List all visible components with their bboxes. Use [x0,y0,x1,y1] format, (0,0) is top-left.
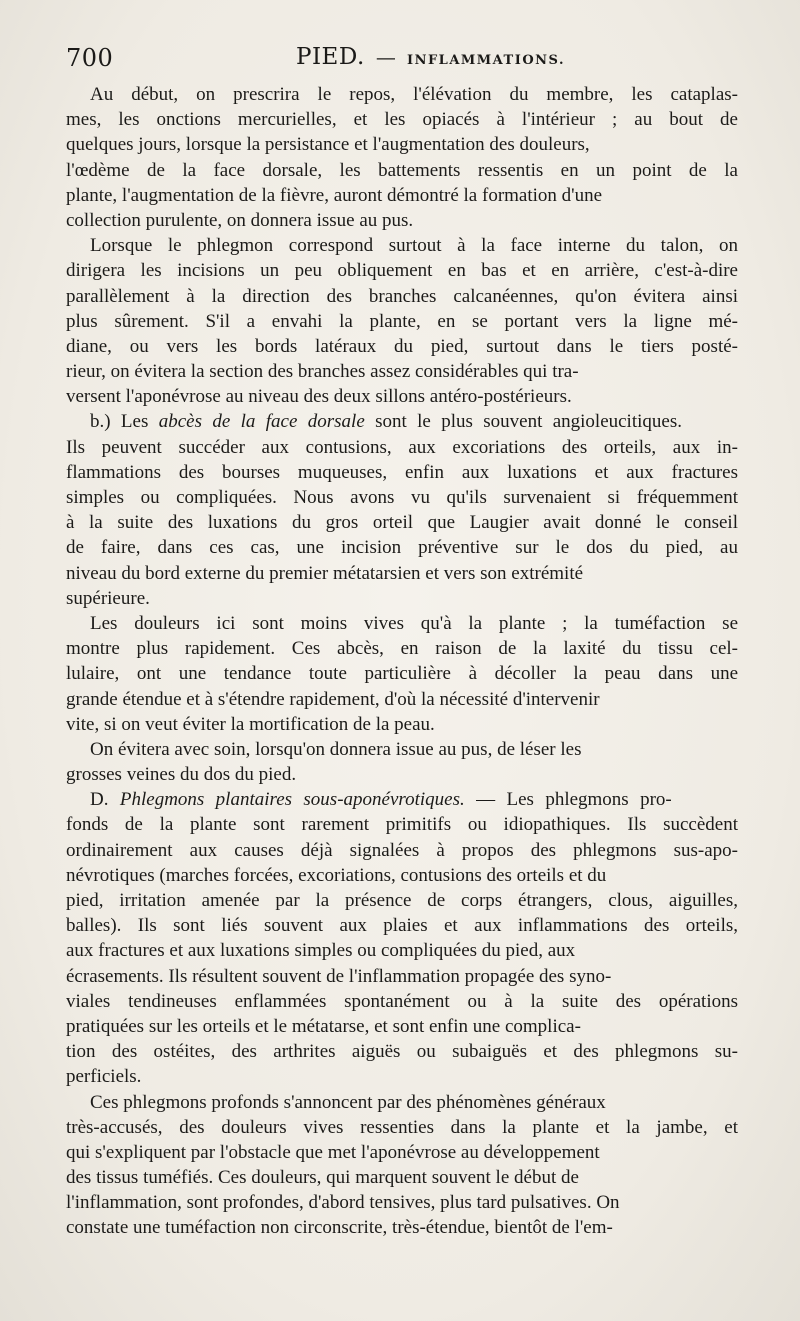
text-line: Au début, on prescrira le repos, l'élévation du membre, les cataplas- [90,84,738,105]
text-line: balles). Ils sont liés souvent aux plaies et aux inflammations des orteils, [66,915,738,937]
text-line: dirigera les incisions un peu obliquement en bas et en arrière, c'est-à-dire [66,260,738,282]
text-line: rieur, on évitera la section des branches assez considérables qui tra- [66,361,579,383]
text-line: très-accusés, des douleurs vives ressenties dans la plante et la jambe, et [66,1116,738,1138]
text-line: Lorsque le phlegmon correspond surtout à la face interne du talon, on [90,235,738,257]
running-head-title: PIED. [296,44,365,70]
text-line: des tissus tuméfiés. Ces douleurs, qui marquent souvent le début de [66,1167,579,1189]
section-b-lead: b.) Les [90,411,149,433]
page-header [66,44,734,84]
text-line: constate une tuméfaction non circonscrite, très-étendue, bientôt de l'em- [66,1217,613,1239]
section-d-lead: D. [90,789,109,811]
text-line: névrotiques (marches forcées, excoriations, contusions des orteils et du [66,864,607,886]
text-line: pied, irritation amenée par la présence de corps étrangers, clous, aiguilles, [66,890,738,911]
text-line: grande étendue et à s'étendre rapidement, d'où la nécessité d'intervenir [66,688,600,710]
text-line: supérieure. [66,587,150,609]
section-d-heading-line [66,787,738,812]
running-head [296,44,565,70]
page-number: 700 [66,44,114,72]
text-line: tion des ostéites, des arthrites aiguës ou subaiguës et des phlegmons su- [66,1041,738,1063]
text-line: collection purulente, on donnera issue au pus. [66,209,414,231]
text-line: pratiquées sur les orteils et le métatarse, et sont enfin une complica- [66,1015,581,1037]
text-line: mes, les onctions mercurielles, et les opiacés à l'intérieur ; au bout de [66,109,738,131]
text-line: niveau du bord externe du premier métatarsien et vers son extrémité [66,562,584,584]
text-line: écrasements. Ils résultent souvent de l'inflammation propagée des syno- [66,965,612,987]
text-line: perficiels. [66,1066,142,1088]
text-line: simples ou compliquées. Nous avons vu qu'ils survenaient si fréquemment [66,487,738,508]
text-line: plante, l'augmentation de la fièvre, auront démontré la formation d'une [66,184,603,206]
text-line: Ils peuvent succéder aux contusions, aux excoriations des orteils, aux in- [66,436,738,458]
text-line: grosses veines du dos du pied. [66,764,297,786]
text-line: viales tendineuses enflammées spontanément ou à la suite des opérations [66,990,738,1012]
text-line: parallèlement à la direction des branches calcanéennes, qu'on évitera ainsi [66,285,738,307]
text-line: quelques jours, lorsque la persistance et l'augmentation des douleurs, [66,134,590,156]
section-b-rest: sont le plus souvent angioleucitiques. [375,411,682,433]
text-line: plus sûrement. S'il a envahi la plante, en se portant vers la ligne mé- [66,310,738,332]
text-line: montre plus rapidement. Ces abcès, en raison de la laxité du tissu cel- [66,638,738,660]
running-head-subtitle: INFLAMMATIONS. [406,53,565,68]
text-line: à la suite des luxations du gros orteil que Laugier avait donné le conseil [66,512,738,534]
text-line: l'œdème de la face dorsale, les battements ressentis en un point de la [66,159,738,181]
section-b-heading-line [66,409,738,434]
body-text [66,82,738,1241]
text-line: Les douleurs ici sont moins vives qu'à la plante ; la tuméfaction se [90,612,738,634]
section-b-italic-title: abcès de la face dorsale [158,411,365,433]
section-d-rest: — Les phlegmons pro- [476,789,672,811]
text-line: On évitera avec soin, lorsqu'on donnera issue au pus, de léser les [90,738,582,760]
section-d-italic-title: Phlegmons plantaires sous-aponévrotiques. [119,789,465,811]
text-line: flammations des bourses muqueuses, enfin aux luxations et aux fractures [66,461,738,483]
text-line: de faire, dans ces cas, une incision préventive sur le dos du pied, au [66,537,738,559]
text-line: vite, si on veut éviter la mortification de la peau. [66,713,435,735]
text-line: Ces phlegmons profonds s'annoncent par des phénomènes généraux [90,1091,606,1113]
running-head-separator: — [375,45,396,69]
text-line: l'inflammation, sont profondes, d'abord tensives, plus tard pulsatives. On [66,1192,620,1214]
text-line: lulaire, ont une tendance toute particulière à décoller la peau dans une [66,663,738,685]
text-line: versent l'aponévrose au niveau des deux sillons antéro-postérieurs. [66,386,572,408]
text-line: aux fractures et aux luxations simples ou compliquées du pied, aux [66,940,576,962]
text-line: diane, ou vers les bords latéraux du pied, surtout dans le tiers posté- [66,335,738,357]
text-line: ordinairement aux causes déjà signalées à propos des phlegmons sus-apo- [66,839,738,861]
text-line: fonds de la plante sont rarement primitifs ou idiopathiques. Ils succèdent [66,814,738,836]
text-line: qui s'expliquent par l'obstacle que met l'aponévrose au développement [66,1141,600,1163]
